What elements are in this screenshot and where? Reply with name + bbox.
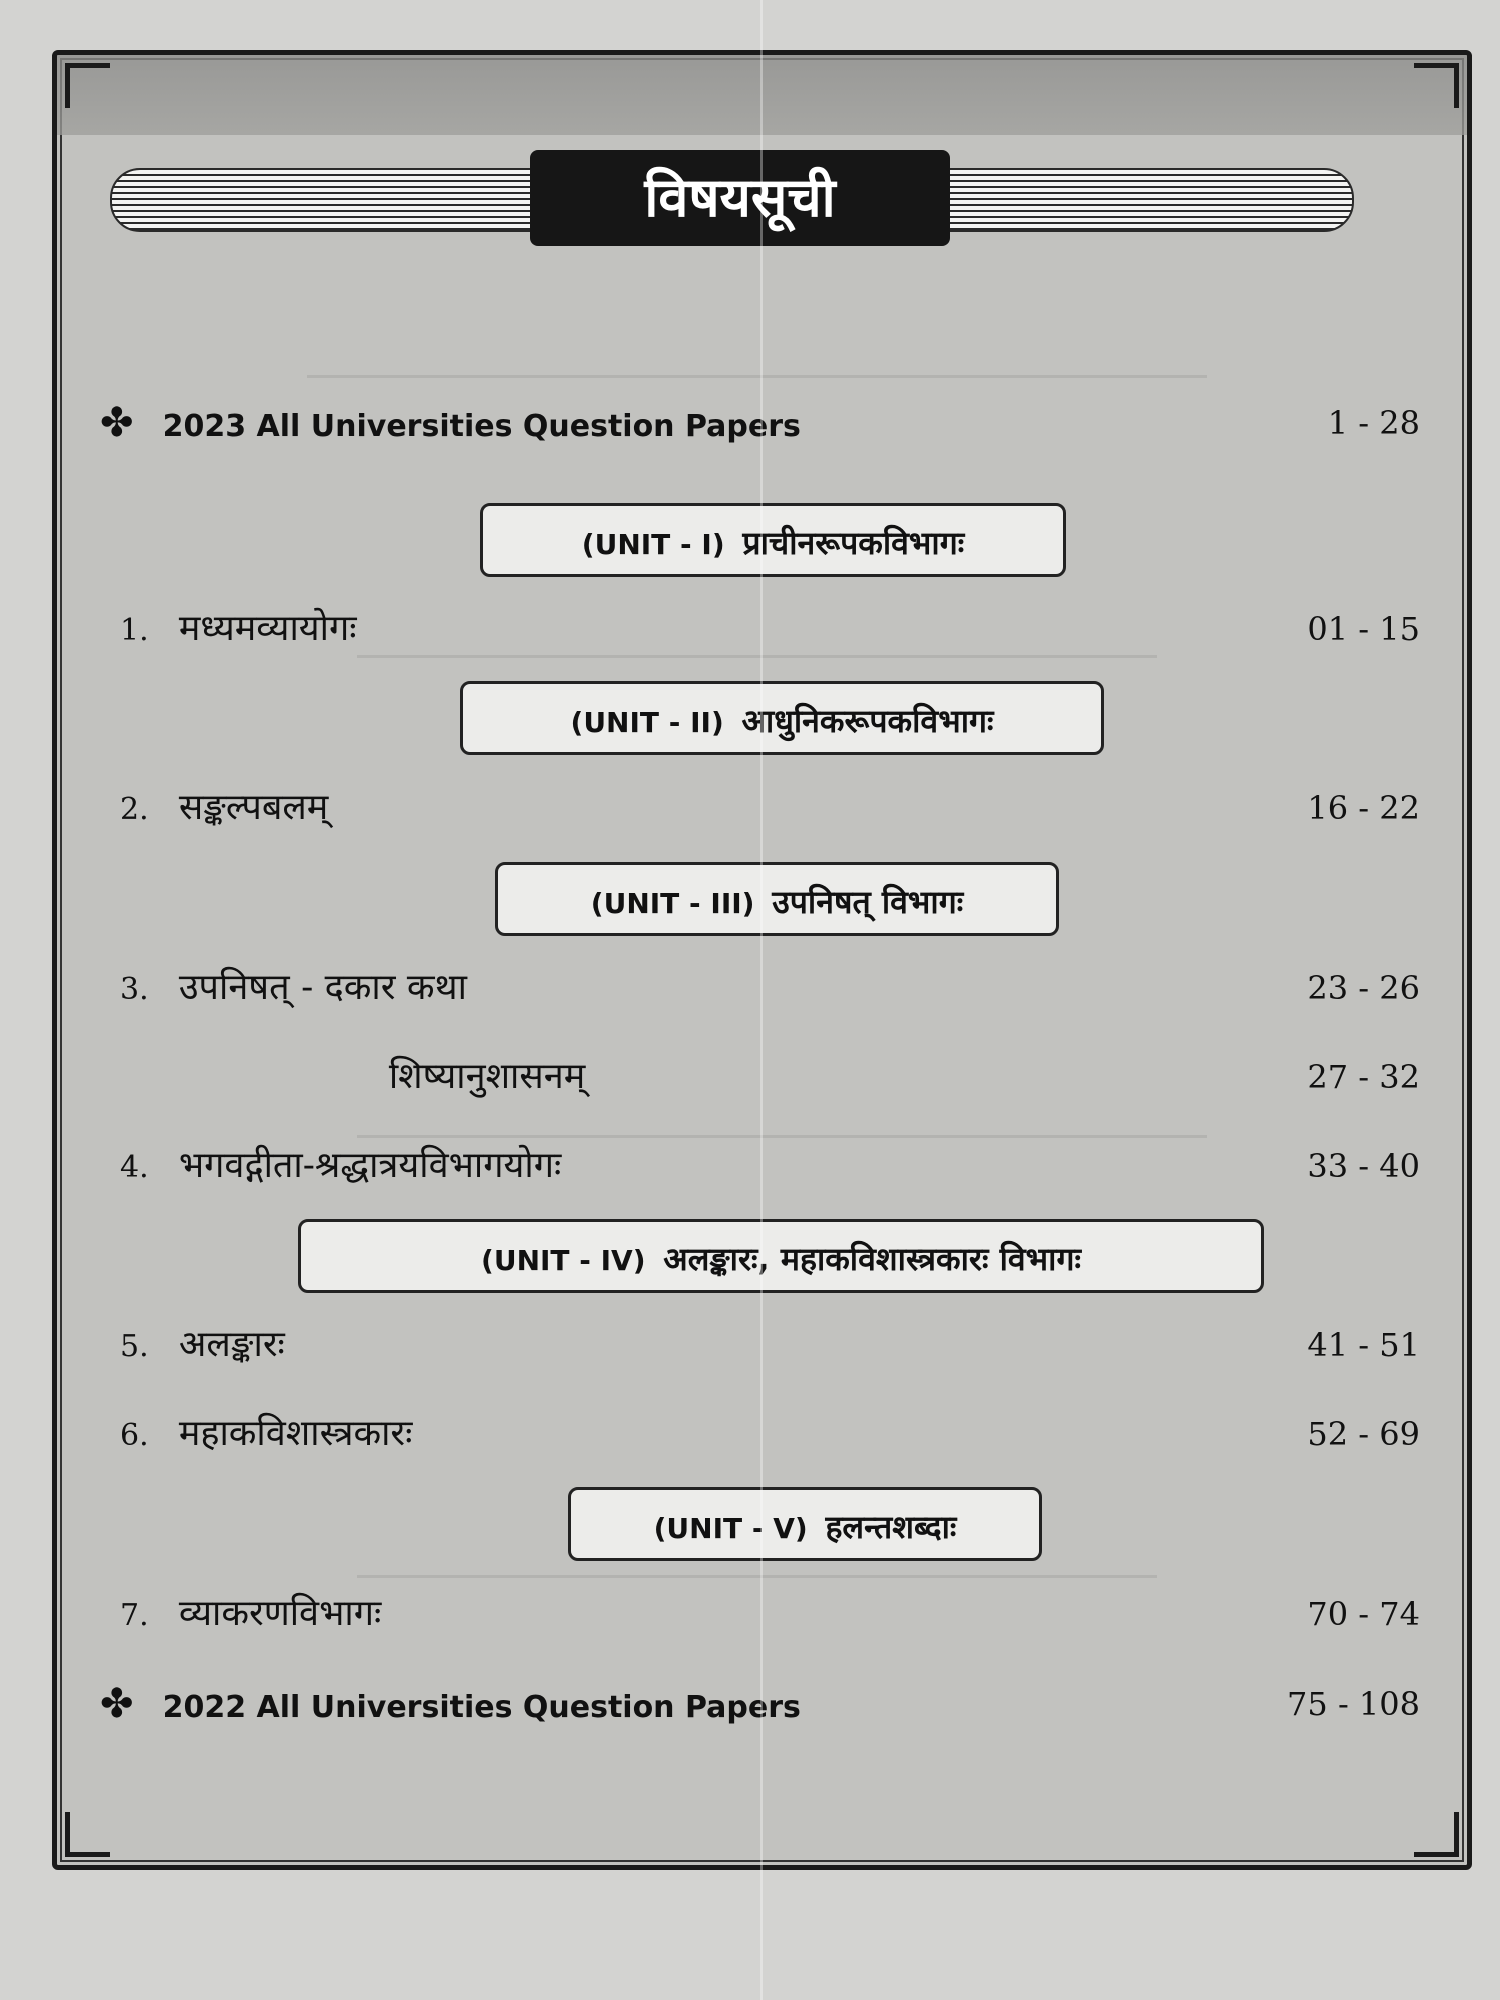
- unit-title: हलन्तशब्दाः: [825, 1508, 957, 1546]
- corner-ornament: [1414, 1812, 1459, 1857]
- ghost-text-line: [357, 1575, 1157, 1578]
- corner-ornament: [1414, 63, 1459, 108]
- toc-entry-number: 2.: [120, 792, 149, 827]
- ghost-text-line: [357, 655, 1157, 658]
- paper-fold-line: [760, 0, 763, 2000]
- unit-heading-1: [480, 503, 1066, 577]
- toc-entry-number: 6.: [120, 1418, 149, 1453]
- toc-entry-name: व्याकरणविभागः: [178, 1593, 382, 1634]
- toc-entry[interactable]: [120, 604, 1420, 654]
- toc-entry-name: भगवद्गीता-श्रद्धात्रयविभागयोगः: [178, 1145, 562, 1186]
- unit-title: आधुनिकरूपकविभागः: [741, 702, 994, 740]
- title-banner: [110, 150, 1350, 246]
- page-title: विषयसूची: [530, 150, 950, 246]
- toc-entry-number: 4.: [120, 1150, 149, 1185]
- unit-heading-2: [460, 681, 1104, 755]
- unit-label: (UNIT - II): [570, 706, 724, 739]
- unit-label: (UNIT - IV): [481, 1244, 646, 1277]
- unit-title: अलङ्कारः, महाकविशास्त्रकारः विभागः: [663, 1240, 1081, 1278]
- toc-page-range: 70 - 74: [1307, 1595, 1420, 1633]
- toc-entry-name: अलङ्कारः: [178, 1324, 285, 1365]
- toc-section-label: 2022 All Universities Question Papers: [162, 1690, 801, 1725]
- toc-section-label: 2023 All Universities Question Papers: [162, 409, 801, 444]
- toc-page-range: 1 - 28: [1327, 404, 1420, 442]
- toc-entry-number: 1.: [120, 613, 149, 648]
- toc-entry-name: सङ्कल्पबलम्: [178, 787, 329, 828]
- unit-heading-5: [568, 1487, 1042, 1561]
- club-icon: ✤: [100, 400, 134, 446]
- toc-page-range: 01 - 15: [1307, 610, 1420, 648]
- toc-entry[interactable]: [120, 1409, 1420, 1459]
- ghost-text-line: [357, 1135, 1207, 1138]
- club-icon: ✤: [100, 1681, 134, 1727]
- unit-title: उपनिषत् विभागः: [772, 883, 964, 921]
- toc-entry[interactable]: [120, 1320, 1420, 1370]
- toc-entry-name: शिष्यानुशासनम्: [388, 1056, 586, 1097]
- toc-entry-number: 3.: [120, 972, 149, 1007]
- toc-page-range: 52 - 69: [1307, 1415, 1420, 1453]
- toc-page-range: 23 - 26: [1307, 969, 1420, 1007]
- toc-entry[interactable]: [120, 1141, 1420, 1191]
- toc-page-range: 27 - 32: [1307, 1058, 1420, 1096]
- toc-entry[interactable]: [120, 963, 1420, 1013]
- toc-subentry[interactable]: [120, 1052, 1420, 1102]
- unit-label: (UNIT - III): [590, 887, 755, 920]
- toc-page-range: 75 - 108: [1287, 1685, 1420, 1723]
- corner-ornament: [65, 63, 110, 108]
- toc-page-range: 33 - 40: [1307, 1147, 1420, 1185]
- toc-entry-name: उपनिषत् - दकार कथा: [178, 967, 467, 1008]
- toc-entry[interactable]: [120, 783, 1420, 833]
- toc-entry-number: 5.: [120, 1329, 149, 1364]
- unit-label: (UNIT - I): [581, 528, 725, 561]
- corner-ornament: [65, 1812, 110, 1857]
- unit-heading-3: [495, 862, 1059, 936]
- unit-heading-4: [298, 1219, 1264, 1293]
- ghost-text-line: [307, 375, 1207, 378]
- toc-page-range: 16 - 22: [1307, 789, 1420, 827]
- toc-entry[interactable]: [120, 1589, 1420, 1639]
- toc-entry-name: महाकविशास्त्रकारः: [178, 1413, 413, 1454]
- toc-entry-name: मध्यमव्यायोगः: [178, 608, 357, 649]
- toc-page-range: 41 - 51: [1307, 1326, 1420, 1364]
- unit-title: प्राचीनरूपकविभागः: [742, 524, 965, 562]
- toc-entry-number: 7.: [120, 1598, 149, 1633]
- unit-label: (UNIT - V): [653, 1512, 808, 1545]
